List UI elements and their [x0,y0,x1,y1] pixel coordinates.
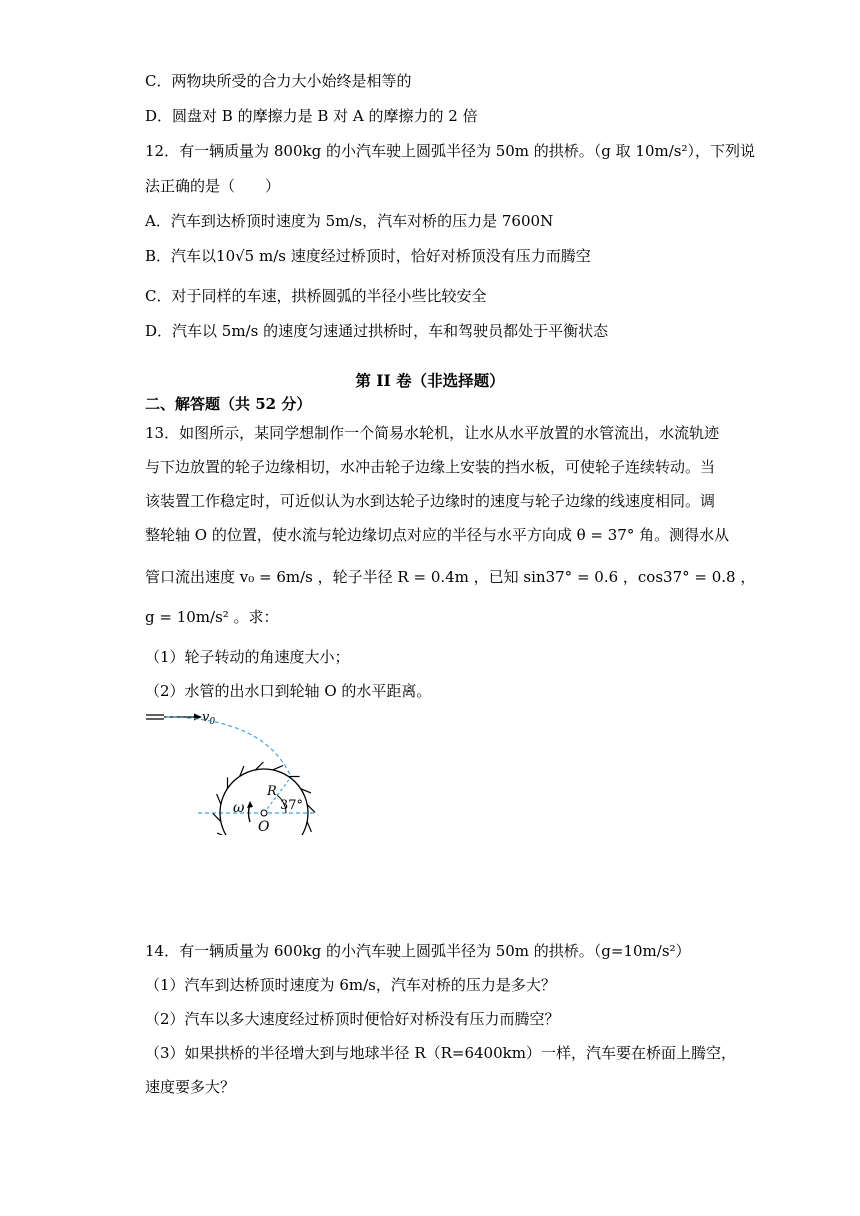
q13-line-2: 与下边放置的轮子边缘相切，水冲击轮子边缘上安装的挡水板，可使轮子连续转动。当 [145,458,716,476]
wheel-blade [273,766,283,770]
q13-line-5: 管口流出速度 v₀ = 6m/s ，轮子半径 R = 0.4m ，已知 sin37° = 0.6 ，cos37° = 0.8 ， [145,568,756,586]
rotation-arrow-head [247,801,253,808]
section-subtitle: 二、解答题（共 52 分） [145,395,312,413]
water-wheel-diagram [140,705,340,835]
section-title: 第 II 卷（非选择题） [355,371,505,390]
q13-line-6: g = 10m/s² 。求： [145,608,279,626]
q12-option-b [145,245,591,267]
q11-option-d: D．圆盘对 B 的摩擦力是 B 对 A 的摩擦力的 2 倍 [145,107,478,125]
q12-stem-line-2: 法正确的是（ ） [145,177,281,195]
axle [261,810,267,816]
radius-label: R [267,784,277,799]
q14-subquestion-2: （2）汽车以多大速度经过桥顶时便恰好对桥没有压力而腾空？ [145,1010,560,1028]
q12-stem-line-1: 12．有一辆质量为 800kg 的小汽车驶上圆弧半径为 50m 的拱桥。（g 取 10m/s²），下列说 [145,142,756,160]
wheel-blade [307,822,311,832]
q13-subquestion-2: （2）水管的出水口到轮轴 O 的水平距离。 [145,682,432,700]
water-trajectory [166,717,291,777]
q12-option-d: D．汽车以 5m/s 的速度匀速通过拱桥时，车和驾驶员都处于平衡状态 [145,322,609,340]
q14-stem: 14．有一辆质量为 600kg 的小汽车驶上圆弧半径为 50m 的拱桥。（g=10m/s²） [145,942,691,960]
wheel-blade [217,794,221,804]
q12-option-b-suffix: m/s 速度经过桥顶时，恰好对桥顶没有压力而腾空 [254,247,591,265]
q11-option-c: C．两物块所受的合力大小始终是相等的 [145,72,412,90]
q13-line-4: 整轮轴 O 的位置，使水流与轮边缘切点对应的半径与水平方向成 θ = 37° 角。测得水从 [145,526,730,544]
axle-label: O [258,819,270,835]
q12-option-a: A．汽车到达桥顶时速度为 5m/s，汽车对桥的压力是 7600N [145,212,554,230]
q12-option-b-value: 10√5 [216,247,255,265]
q12-option-b-prefix: B．汽车以 [145,247,217,265]
q12-option-c: C．对于同样的车速，拱桥圆弧的半径小些比较安全 [145,287,487,305]
angle-label: 37° [280,798,304,813]
v0-label: $v_0$ [202,710,216,727]
omega-label: ω [233,800,245,816]
q13-subquestion-1: （1）轮子转动的角速度大小； [145,648,350,666]
q13-line-3: 该装置工作稳定时，可近似认为水到达轮子边缘时的速度与轮子边缘的线速度相同。调 [145,492,716,510]
q14-subquestion-3-line-1: （3）如果拱桥的半径增大到与地球半径 R（R=6400km）一样，汽车要在桥面上腾空， [145,1044,736,1062]
q14-subquestion-1: （1）汽车到达桥顶时速度为 6m/s，汽车对桥的压力是多大？ [145,976,556,994]
q14-subquestion-3-line-2: 速度要多大？ [145,1078,236,1096]
q13-line-1: 13．如图所示，某同学想制作一个简易水轮机，让水从水平放置的水管流出，水流轨迹 [145,424,720,442]
